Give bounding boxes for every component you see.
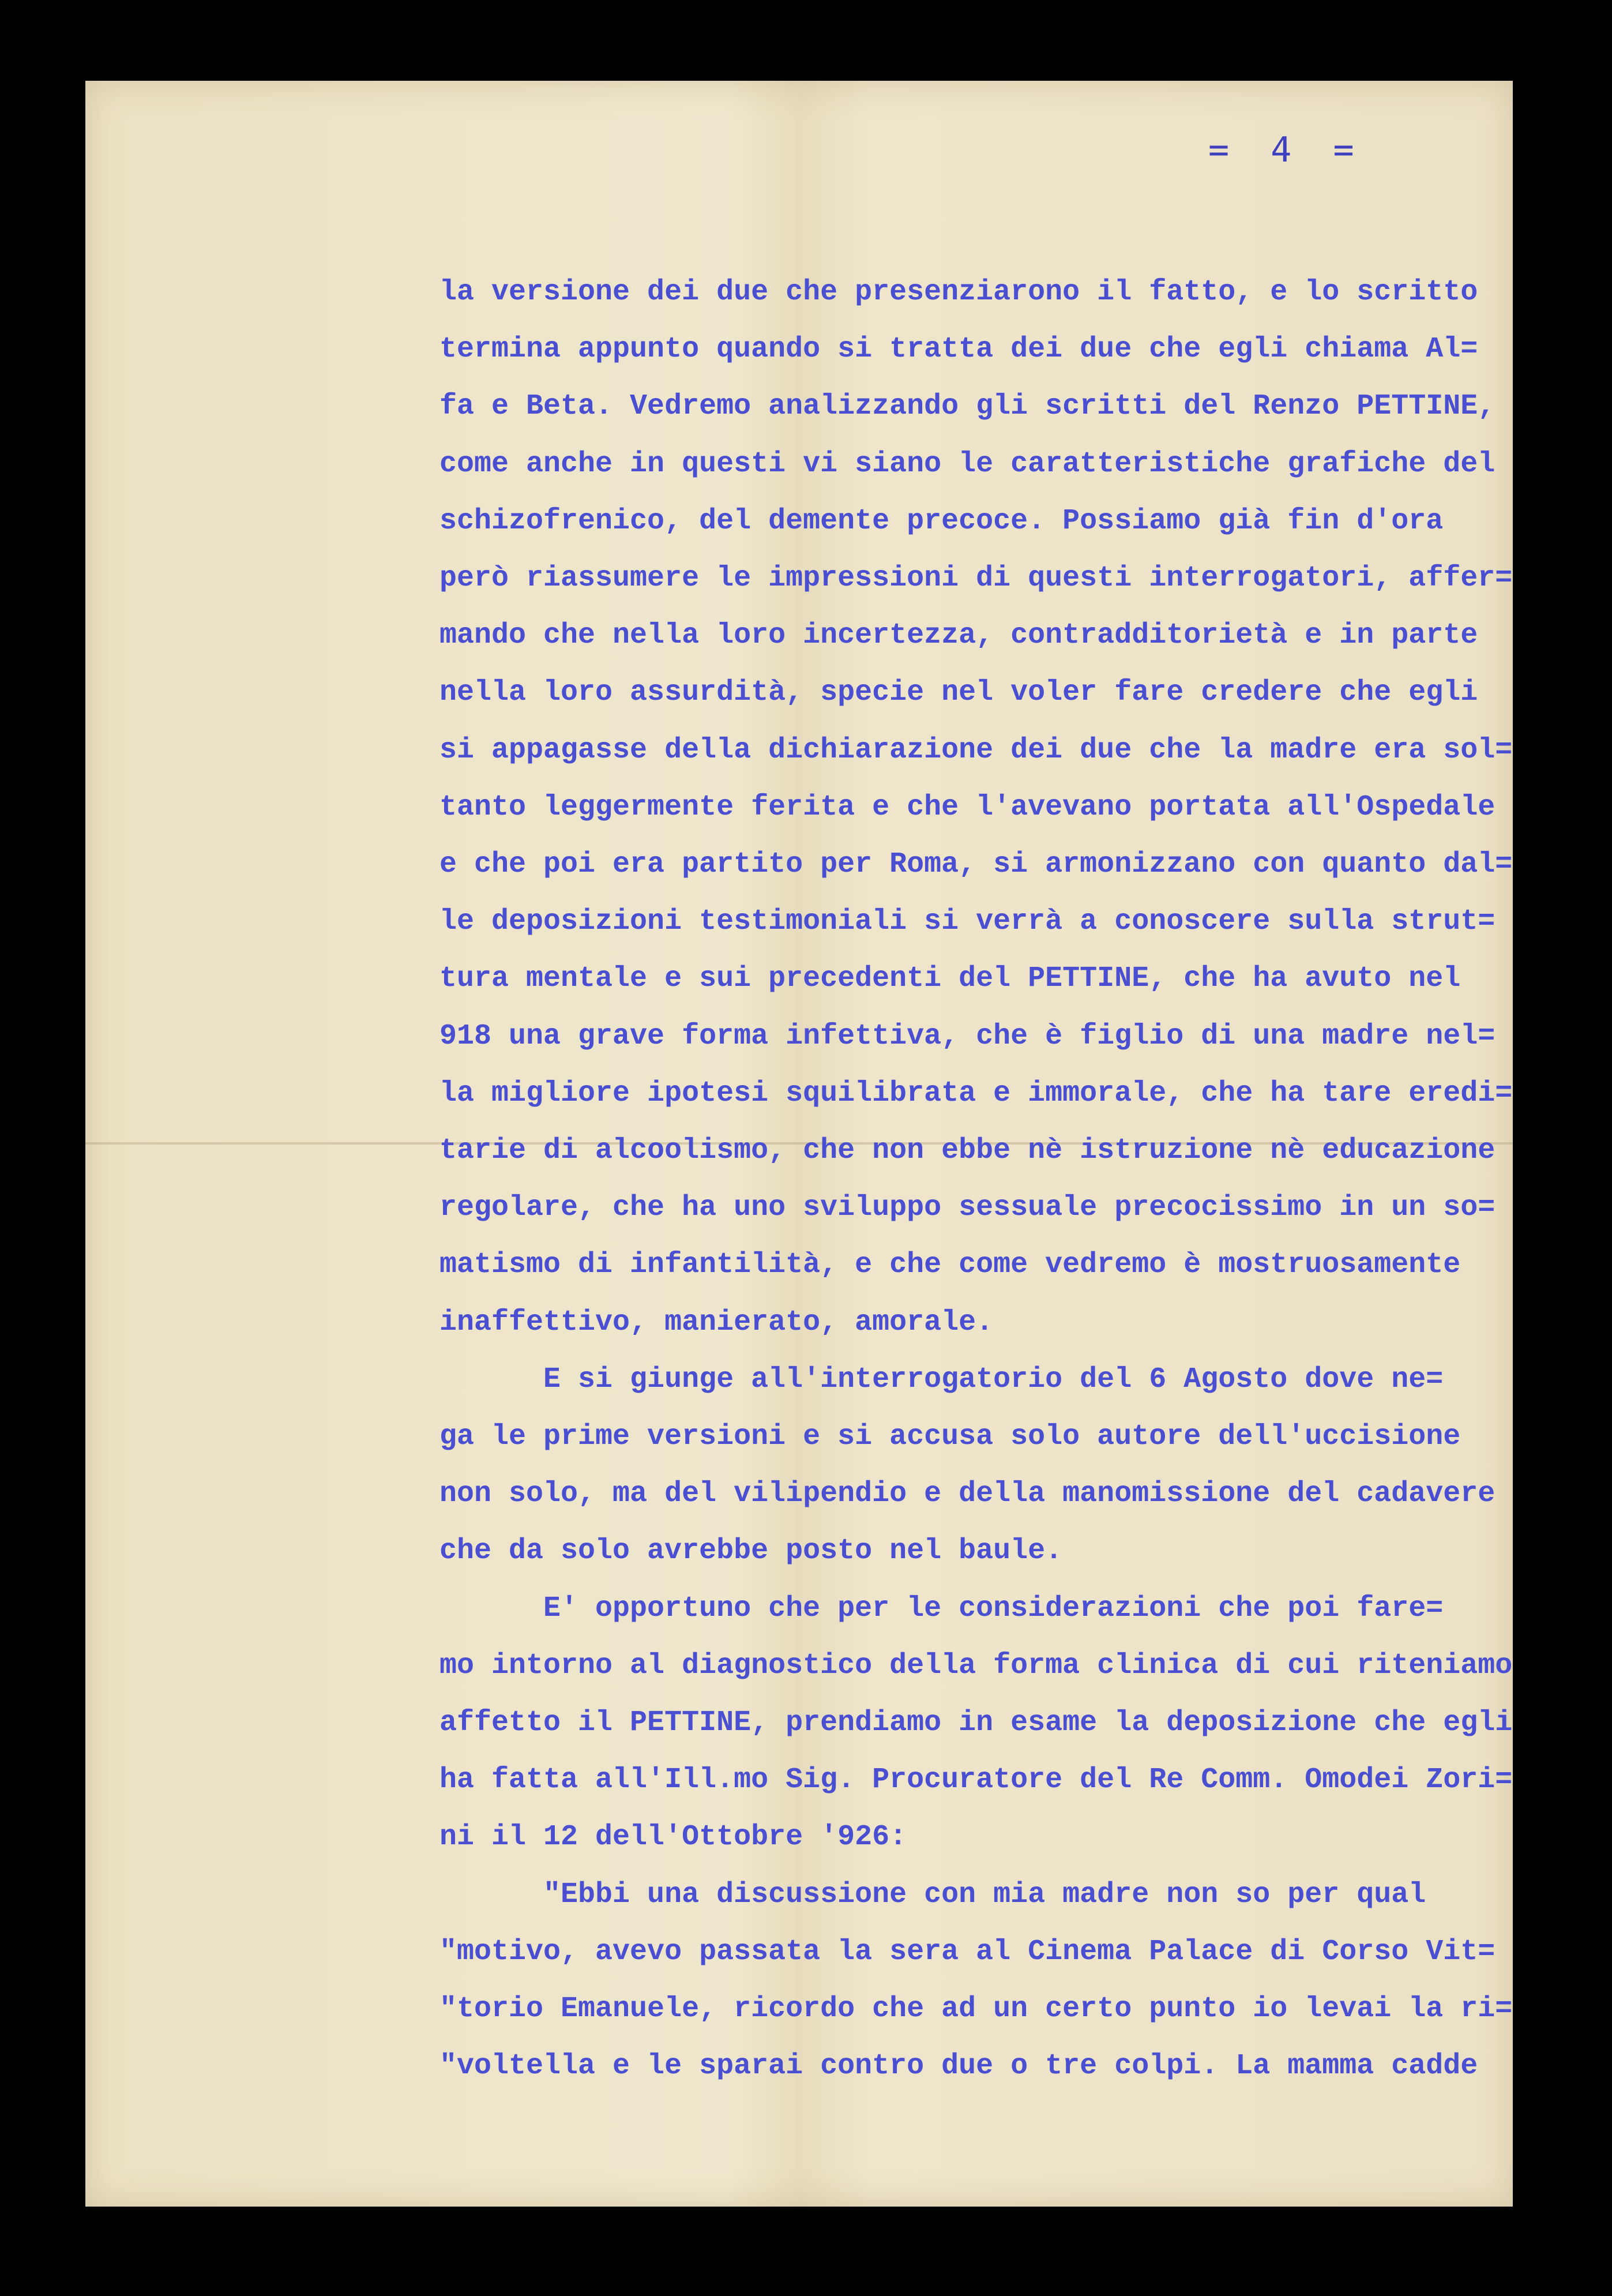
text-line: "torio Emanuele, ricordo che ad un certo punto io levai la ri= (439, 1993, 1513, 2025)
text-line: le deposizioni testimoniali si verrà a conoscere sulla strut= (439, 905, 1495, 939)
text-line: E' opportuno che per le considerazioni che poi fare= (439, 1592, 1444, 1625)
text-line: affetto il PETTINE, prendiamo in esame la deposizione che egli (439, 1706, 1513, 1739)
text-line: "motivo, avevo passata la sera al Cinema Palace di Corso Vit= (439, 1935, 1495, 1968)
text-line: tarie di alcoolismo, che non ebbe nè istruzione nè educazione (439, 1134, 1495, 1167)
text-line: ni il 12 dell'Ottobre '926: (439, 1821, 907, 1854)
text-line: ha fatta all'Ill.mo Sig. Procuratore del Re Comm. Omodei Zori= (439, 1764, 1513, 1797)
text-line: tura mentale e sui precedenti del PETTINE, che ha avuto nel (439, 962, 1461, 996)
text-line: che da solo avrebbe posto nel baule. (439, 1535, 1063, 1568)
text-line: schizofrenico, del demente precoce. Possiamo già fin d'ora (439, 504, 1444, 538)
text-line: mo intorno al diagnostico della forma clinica di cui riteniamo (439, 1649, 1513, 1682)
page-number: = 4 = (1208, 130, 1365, 170)
text-line: la migliore ipotesi squilibrata e immorale, che ha tare eredi= (439, 1076, 1513, 1110)
text-line: "voltella e le sparai contro due o tre colpi. La mamma cadde (439, 2050, 1478, 2083)
text-line: come anche in questi vi siano le caratteristiche grafiche del (439, 447, 1495, 481)
text-line: però riassumere le impressioni di questi interrogatori, affer= (439, 562, 1513, 595)
text-line: matismo di infantilità, e che come vedremo è mostruosamente (439, 1248, 1461, 1282)
text-line: e che poi era partito per Roma, si armonizzano con quanto dal= (439, 848, 1513, 881)
text-line: non solo, ma del vilipendio e della manomissione del cadavere (439, 1477, 1495, 1511)
text-line: E si giunge all'interrogatorio del 6 Agosto dove ne= (439, 1363, 1444, 1396)
text-line: termina appunto quando si tratta dei due che egli chiama Al= (439, 333, 1478, 366)
text-line: nella loro assurdità, specie nel voler fare credere che egli (439, 676, 1478, 710)
text-line: regolare, che ha uno sviluppo sessuale precocissimo in un so= (439, 1191, 1495, 1225)
text-line: 918 una grave forma infettiva, che è figlio di una madre nel= (439, 1019, 1495, 1053)
text-line: fa e Beta. Vedremo analizzando gli scritti del Renzo PETTINE, (439, 390, 1495, 423)
text-line: la versione dei due che presenziarono il fatto, e lo scritto (439, 276, 1478, 309)
text-line: si appagasse della dichiarazione dei due che la madre era sol= (439, 733, 1513, 767)
text-line: ga le prime versioni e si accusa solo autore dell'uccisione (439, 1420, 1461, 1453)
text-line: tanto leggermente ferita e che l'avevano portata all'Ospedale (439, 790, 1495, 824)
text-line: "Ebbi una discussione con mia madre non so per qual (439, 1878, 1426, 1911)
text-line: mando che nella loro incertezza, contradditorietà e in parte (439, 619, 1478, 652)
text-line: inaffettivo, manierato, amorale. (439, 1305, 994, 1339)
